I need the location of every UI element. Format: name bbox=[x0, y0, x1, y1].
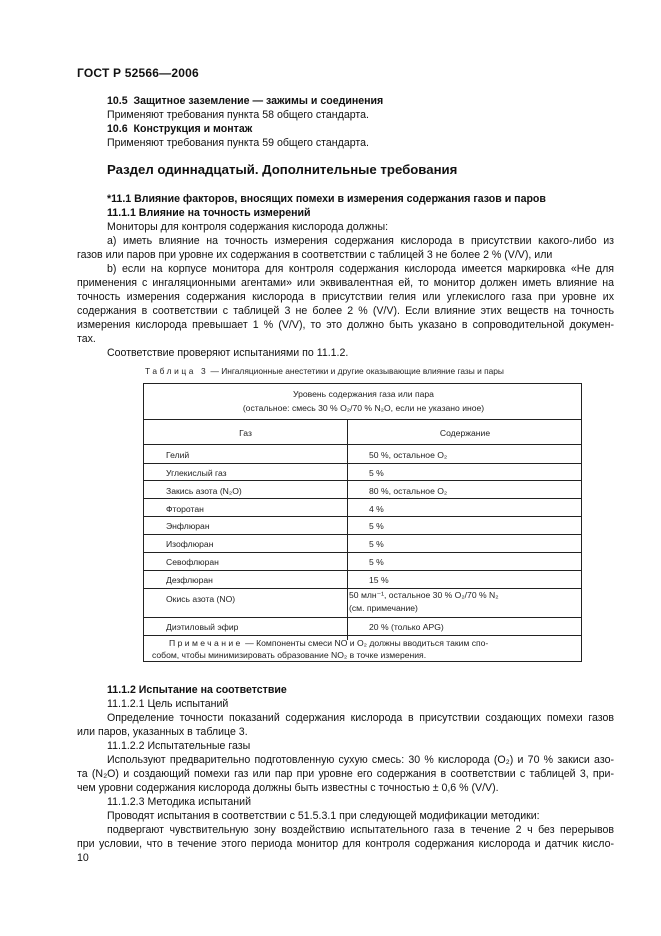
section-10-5-heading: 10.5 Защитное заземление — зажимы и соединения bbox=[107, 95, 384, 107]
paragraph-line: Проводят испытания в соответствии с 51.5.3.1 при следующей модификации методики: bbox=[107, 810, 540, 822]
paragraph-line: Используют предварительно подготовленную сухую смесь: 30 % кислорода (O₂) и 70 % закиси азо- bbox=[107, 754, 614, 766]
section-11-1-2-title: 11.1.2 Испытание на соответствие bbox=[107, 684, 287, 696]
section-11-1-title: *11.1 Влияние факторов, вносящих помехи в измерения содержания газов и паров bbox=[107, 193, 546, 205]
column-header-gas: Газ bbox=[239, 428, 252, 438]
paragraph-line: или паров, указанных в таблице 3. bbox=[77, 726, 248, 738]
section-10-6-heading: 10.6 Конструкция и монтаж bbox=[107, 123, 253, 135]
section-11-1-1-title: 11.1.1 Влияние на точность измерений bbox=[107, 207, 311, 219]
table-cell-gas: Закись азота (N₂O) bbox=[166, 486, 242, 496]
page-header: ГОСТ Р 52566—2006 bbox=[77, 66, 199, 80]
paragraph-line: подвергают чувствительную зону воздействию испытательного газа в течение 2 ч без перерывов bbox=[107, 824, 614, 836]
table-cell-content: 20 % (только APG) bbox=[369, 622, 444, 632]
table-cell-gas: Энфлюран bbox=[166, 521, 210, 531]
table-cell-content: 15 % bbox=[369, 575, 389, 585]
table-cell-content: 80 %, остальное O₂ bbox=[369, 486, 448, 496]
paragraph-line: тах. bbox=[77, 333, 96, 345]
chapter-title: Раздел одиннадцатый. Дополнительные требования bbox=[107, 162, 458, 177]
paragraph-line: применения с ингаляционными агентами» или эквивалентная ей, то монитор должен иметь влияние на bbox=[77, 277, 614, 289]
table-cell-content: 50 млн⁻¹, остальное 30 % O₂/70 % N₂ bbox=[349, 590, 499, 600]
table-header-line: Уровень содержания газа или пара bbox=[293, 389, 434, 399]
table-cell-gas: Изофлюран bbox=[166, 539, 214, 549]
paragraph-line: при условии, что в течение этого периода монитор для контроля содержания кислорода и датчик кисло- bbox=[77, 838, 614, 850]
paragraph-line: 11.1.2.2 Испытательные газы bbox=[107, 740, 251, 752]
table-cell-content: 50 %, остальное O₂ bbox=[369, 450, 448, 460]
paragraph-line: Мониторы для контроля содержания кислорода должны: bbox=[107, 221, 389, 233]
table-caption: Таблица 3 — Ингаляционные анестетики и другие оказывающие влияние газы и пары bbox=[145, 366, 504, 376]
paragraph-line: точность измерения содержания кислорода в присутствии гелия или углекислого газа при уровне их bbox=[77, 291, 614, 303]
table-note: Примечание — Компоненты смеси NO и O₂ должны вводиться таким спо- bbox=[169, 638, 489, 648]
table-cell-content: 5 % bbox=[369, 521, 384, 531]
table-cell-content: 5 % bbox=[369, 557, 384, 567]
table-cell-content: (см. примечание) bbox=[349, 603, 418, 613]
paragraph-line: 11.1.2.3 Методика испытаний bbox=[107, 796, 251, 808]
table-header-line: (остальное: смесь 30 % O₂/70 % N₂O, если не указано иное) bbox=[242, 403, 485, 413]
section-10-5-text: Применяют требования пункта 58 общего стандарта. bbox=[107, 109, 369, 121]
paragraph-line: b) если на корпусе монитора для контроля содержания кислорода имеется маркировка «Не для bbox=[107, 263, 614, 275]
column-header-content: Содержание bbox=[439, 428, 491, 438]
paragraph-line: 11.1.2.1 Цель испытаний bbox=[107, 698, 229, 710]
paragraph-line: газов или паров при уровне их содержания в соответствии с таблицей 3 не более 2 % (V/V), или bbox=[77, 249, 553, 261]
paragraph-line: та (N₂O) и создающий помехи газ или пар при уровне его содержания в соответствии с таблицей 3, при- bbox=[77, 768, 614, 780]
table-cell-gas: Гелий bbox=[166, 450, 190, 460]
page-number: 10 bbox=[77, 852, 89, 864]
interfering-gases-table bbox=[143, 383, 582, 662]
paragraph-line: Соответствие проверяют испытаниями по 11.1.2. bbox=[107, 347, 349, 359]
table-cell-gas: Фторотан bbox=[166, 504, 204, 514]
paragraph-line: чем уровни содержания кислорода должны быть известны с точностью ± 0,6 % (V/V). bbox=[77, 782, 499, 794]
table-cell-content: 5 % bbox=[369, 468, 384, 478]
paragraph-line: Определение точности показаний содержания кислорода в присутствии создающих помехи газов bbox=[107, 712, 614, 724]
table-cell-content: 4 % bbox=[369, 504, 384, 514]
section-10-6-text: Применяют требования пункта 59 общего стандарта. bbox=[107, 137, 369, 149]
table-cell-content: 5 % bbox=[369, 539, 384, 549]
table-cell-gas: Окись азота (NO) bbox=[166, 594, 236, 604]
table-cell-gas: Севофлюран bbox=[166, 557, 219, 567]
table-cell-gas: Диэтиловый эфир bbox=[166, 622, 239, 632]
table-cell-gas: Углекислый газ bbox=[166, 468, 227, 478]
paragraph-line: а) иметь влияние на точность измерения содержания кислорода в присутствии какого-либо из bbox=[107, 235, 614, 247]
paragraph-line: содержания в соответствии с таблицей 3 не более 2 % (V/V). Если влияние этих веществ на точность bbox=[77, 305, 614, 317]
paragraph-line: измерения кислорода превышает 1 % (V/V), то это должно быть указано в сопроводительной докумен- bbox=[77, 319, 614, 331]
table-note: собом, чтобы минимизировать образование NO₂ в точке измерения. bbox=[152, 650, 427, 660]
table-cell-gas: Дезфлюран bbox=[166, 575, 213, 585]
